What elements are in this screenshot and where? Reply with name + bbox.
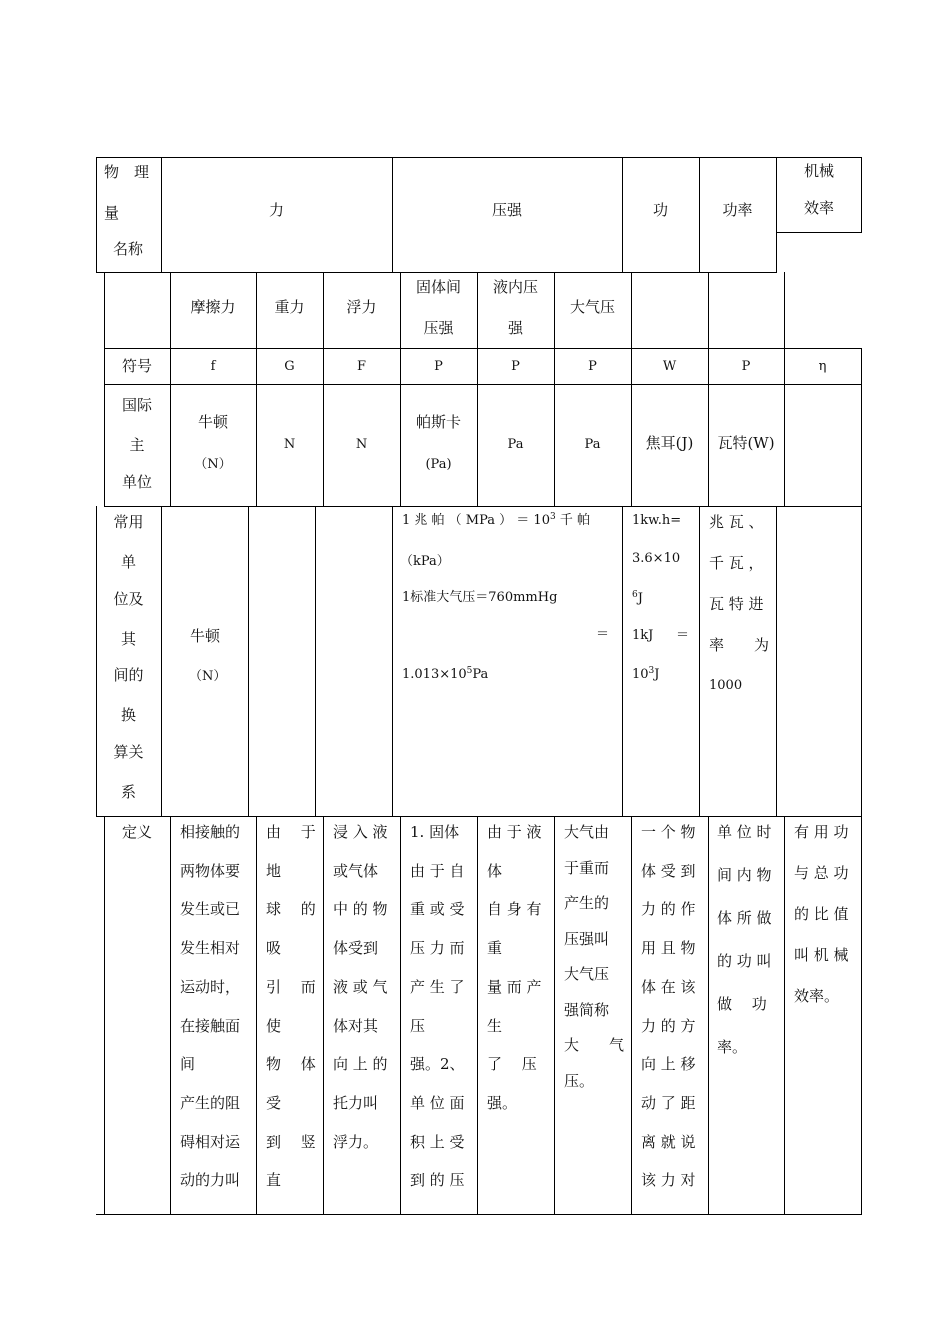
definition-line: 由 于 液 [487,823,542,841]
cell-text: 1000 [709,678,743,693]
definition-line: 体 在 该 [641,978,696,996]
definition-line: 球 的 [266,900,316,918]
definition-line: 动的力叫 [180,1171,241,1189]
cell-text: (Pa) [425,457,452,472]
definition-line: 间 内 物 [717,866,772,884]
definition-line: 相接触的 [180,823,241,841]
cell-text: 效率 [803,199,834,217]
definition-line: 向 上 的 [333,1055,388,1073]
cell-text: 间的 [113,666,144,684]
definition-line: 效率。 [794,987,840,1005]
subheader-buoyancy: 浮力 [346,298,377,316]
definition-line: 单 位 时 [717,823,772,841]
definition-line: 1. 固体 [410,823,460,841]
cell-text: 3.6×10 [632,551,681,566]
definition-line: 有 用 功 [794,823,849,841]
definition-line: 或气体 [333,862,379,880]
definition-line: 生 [487,1017,503,1035]
definition-line: 积 上 受 [410,1133,465,1151]
definition-line: 自 身 有 [487,900,542,918]
cell-text: 瓦 特 进 [709,595,764,613]
cell-text: 量 [104,204,120,222]
definition-line: 大 气 [564,1036,625,1054]
definition-line: 压强叫 [564,930,610,948]
definition-line: 物 体 [266,1055,316,1073]
symbol-buoyancy: F [356,359,367,374]
definition-line: 强。2、 [410,1055,465,1073]
cell-text: 千 瓦 ， [709,554,764,572]
definition-line: 该 力 对 [641,1171,696,1189]
definition-line: 单 位 面 [410,1094,465,1112]
cell-text: ＝ [596,627,610,642]
cell-text: ＝ [676,628,690,643]
definition-line: 吸 [266,939,282,957]
definition-line: 托力叫 [333,1094,379,1112]
definition-line: 力 的 作 [641,900,696,918]
cell-text: 1kJ [632,628,654,643]
cell-text: 系 [120,783,136,801]
definition-line: 一 个 物 [641,823,696,841]
cell-text: J [637,591,643,606]
subheader-gravity: 重力 [274,298,305,316]
definition-line: 体对其 [333,1017,379,1035]
definition-row-label: 定义 [122,823,153,841]
definition-line: 使 [266,1017,282,1035]
definition-line: 重 或 受 [410,900,465,918]
subheader-atmo-pressure: 大气压 [569,298,615,316]
definition-line: 直 [266,1171,282,1189]
header-force: 力 [268,201,284,219]
cell-text: 物 理 [104,163,150,181]
cell-text: J [654,667,660,682]
symbol-work: W [662,359,677,374]
symbol-row-label: 符号 [121,357,152,375]
cell-text: 牛顿 [197,413,228,431]
si-unit-work: 焦耳(J) [645,434,694,452]
definition-line: 碍相对运 [180,1133,241,1151]
definition-line: 压 [410,1017,426,1035]
superscript: 5 [466,666,473,676]
cell-text: 固体间 [415,278,461,296]
cell-text: 10 [632,667,649,682]
definition-line: 间 [180,1055,196,1073]
cell-text: 单位 [121,473,152,491]
cell-text: 国际 [121,396,152,414]
cell-text: 1标准大气压＝760mmHg [402,590,558,605]
cell-text: （kPa） [400,554,450,569]
cell-text: 常用 [113,513,144,531]
symbol-gravity: G [284,359,295,374]
cell-text: 液内压 [492,278,538,296]
cell-text: 强 [507,319,523,337]
superscript: 3 [549,512,556,522]
cell-text: 1kw.h= [632,513,682,528]
cell-text: 率 为 [709,636,770,654]
definition-line: 中 的 物 [333,900,388,918]
definition-line: 体 受 到 [641,862,696,880]
definition-line: 地 [266,862,282,880]
definition-line: 到 竖 [266,1133,316,1151]
header-pressure: 压强 [491,201,522,219]
symbol-atmo-pressure: P [588,359,597,374]
definition-line: 大气由 [564,823,610,841]
cell-text: 1 兆 帕 （ MPa ） ＝ 10 [402,513,550,528]
cell-text: 位及 [113,590,144,608]
cell-text: 其 [120,630,136,648]
cell-text: （N） [189,669,227,684]
definition-line: 浮力。 [333,1133,379,1151]
definition-line: 液 或 气 [333,978,388,996]
definition-line: 体 所 做 [717,909,772,927]
definition-line: 由 于 自 [410,862,465,880]
definition-line: 运动时， [180,978,241,996]
definition-line: 受 [266,1094,282,1112]
definition-line: 大气压 [564,965,610,983]
definition-line: 发生或已 [180,900,241,918]
definition-line: 的 比 值 [794,905,849,923]
definition-line: 产生的阻 [180,1094,241,1112]
definition-line: 重 [487,939,503,957]
si-unit-buoyancy: N [355,437,368,452]
cell-text: 兆 瓦 、 [709,513,764,531]
definition-line: 叫 机 械 [794,946,849,964]
cell-text: 机械 [803,162,834,180]
header-work: 功 [652,201,668,219]
definition-line: 与 总 功 [794,864,849,882]
cell-text: Pa [472,667,489,682]
cell-text: 1.013×10 [402,667,467,682]
symbol-efficiency: η [818,359,827,374]
definition-line: 强。 [487,1094,518,1112]
definition-line: 浸 入 液 [333,823,388,841]
definition-line: 用 且 物 [641,939,696,957]
definition-line: 于重而 [564,859,610,877]
definition-line: 在接触面 [180,1017,241,1035]
symbol-solid-pressure: P [434,359,443,374]
si-unit-atmo-pressure: Pa [584,437,601,452]
cell-text: 单 [120,553,136,571]
symbol-liquid-pressure: P [511,359,520,374]
cell-text: 牛顿 [190,627,221,645]
si-unit-power: 瓦特(W) [717,434,775,452]
definition-line: 到 的 压 [410,1171,465,1189]
si-unit-liquid-pressure: Pa [507,437,524,452]
definition-line: 发生相对 [180,939,241,957]
cell-text: 压强 [423,319,454,337]
definition-line: 产生的 [564,894,610,912]
definition-line: 动 了 距 [641,1094,696,1112]
definition-line: 两物体要 [180,862,241,880]
definition-line: 产 生 了 [410,978,465,996]
definition-line: 做 功 [717,995,767,1013]
si-unit-gravity: N [283,437,296,452]
superscript: 3 [648,666,655,676]
symbol-friction: f [210,359,216,374]
cell-text: 主 [129,436,145,454]
definition-line: 强简称 [564,1001,610,1019]
cell-text: 帕斯卡 [415,413,461,431]
cell-text: （N） [194,457,232,472]
cell-text: 换 [120,706,136,724]
header-power: 功率 [722,201,753,219]
definition-line: 压。 [564,1072,595,1090]
symbol-power: P [741,359,751,374]
cell-text: 算关 [113,743,144,761]
definition-line: 体受到 [333,939,379,957]
definition-line: 体 [487,862,503,880]
definition-line: 率。 [717,1038,748,1056]
definition-line: 由 于 [266,823,316,841]
definition-line: 的 功 叫 [717,952,772,970]
definition-line: 力 的 方 [641,1017,696,1035]
definition-line: 向 上 移 [641,1055,696,1073]
definition-line: 引 而 [266,978,316,996]
cell-text: 名称 [113,240,144,258]
definition-line: 离 就 说 [641,1133,696,1151]
definition-line: 压 力 而 [410,939,465,957]
cell-text: 千 帕 [555,513,590,528]
subheader-friction: 摩擦力 [190,298,236,316]
superscript: 6 [632,590,638,600]
definition-line: 了 压 [487,1055,537,1073]
definition-line: 量 而 产 [487,978,542,996]
